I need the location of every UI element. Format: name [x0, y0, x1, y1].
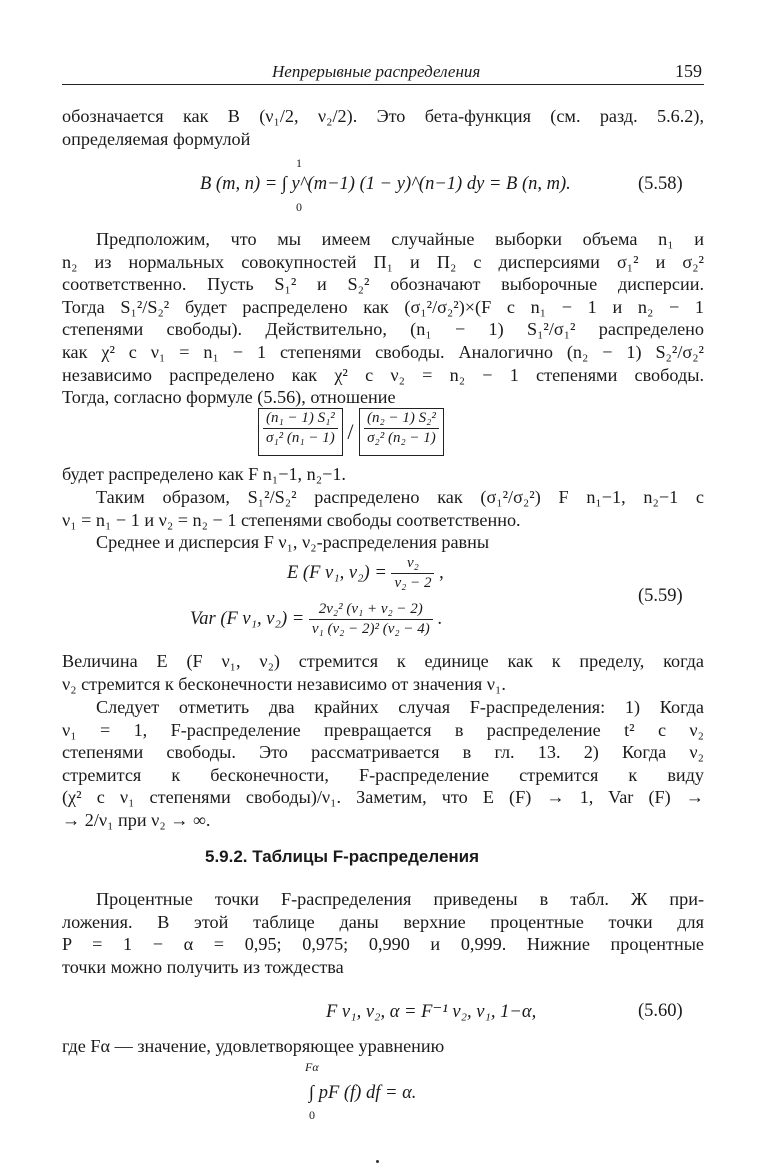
- text-line: n₂ из нормальных совокупностей Π₁ и Π₂ с дисперсиями σ₁² и σ₂²: [62, 251, 704, 272]
- paragraph-distributed: [62, 463, 704, 486]
- denominator: σ₁² (n₁ − 1): [266, 430, 335, 446]
- numerator: (n₂ − 1) S₂²: [364, 409, 439, 429]
- paragraph-intro: [62, 105, 704, 150]
- text-line: Тогда S₁²/S₂² будет распределено как (σ₁²/σ₂²)×(F с n₁ − 1 и n₂ − 1: [62, 296, 704, 317]
- text-line: соответственно. Пусть S₁² и S₂² обозначают выборочные дисперсии.: [62, 274, 704, 295]
- mean-lhs: E (F ν₁, ν₂) =: [287, 562, 387, 583]
- text-line: Следует отметить два крайних случая F-распределения: 1) Когда: [96, 697, 704, 717]
- denominator: ν₂ − 2: [394, 575, 432, 591]
- page-number: 159: [675, 61, 702, 81]
- text-line: Таким образом, S₁²/S₂² распределено как (σ₁²/σ₂²) F n₁−1, n₂−1 с: [96, 487, 704, 507]
- text-line: определяемая формулой: [62, 128, 251, 149]
- paragraph-limit: [62, 650, 704, 695]
- paragraph-mean-variance: [62, 531, 704, 554]
- paragraph-extreme-cases: [62, 696, 704, 832]
- left-bracket-term: [258, 408, 343, 456]
- integral-upper-limit: 1: [296, 156, 302, 170]
- running-header: [62, 58, 704, 85]
- text-line: обозначается как B (ν₁/2, ν₂/2). Это бета-функция (см. разд. 5.6.2),: [62, 106, 704, 126]
- section-heading: 5.9.2. Таблицы F-распределения: [205, 847, 480, 866]
- mean-fraction: [391, 554, 434, 593]
- fraction: [263, 409, 338, 448]
- text-line: ν₂ стремится к бесконечности независимо от значения ν₁.: [62, 673, 506, 694]
- equation-mean: E (F ν₁, ν₂) = $\frac{\text{ν₂}}{\text{ν₂ − 2}}$ ,: [287, 555, 444, 591]
- numerator: 2ν₂² (ν₁ + ν₂ − 2): [309, 600, 433, 620]
- variance-lhs: Var (F ν₁, ν₂) =: [190, 608, 305, 629]
- equation-density-integral: ∫ pF (f) df = α.: [309, 1083, 417, 1103]
- text-line: степенями свободы. Это рассматривается в гл. 13. 2) Когда ν₂: [62, 742, 704, 763]
- numerator: ν₂: [391, 554, 434, 574]
- denominator: σ₂² (n₂ − 1): [367, 430, 436, 446]
- ratio-expression: $\frac{\text{(n₁ − 1) S₁²}}{\text{σ₁² (n₁ − 1)}}$ / $\frac{\text{(n₂ − 1) S₂²}}{\text{σ₂² (n₂ − 1)}}$: [258, 408, 444, 456]
- text-line: Процентные точки F-распределения приведены в табл. Ж при-: [96, 889, 704, 909]
- equation-number-5-59: (5.59): [638, 586, 683, 606]
- text-line: независимо распределено как χ² с ν₂ = n₂ − 1 степенями свободы.: [62, 364, 704, 385]
- paragraph-samples: [62, 228, 704, 409]
- numerator: (n₁ − 1) S₁²: [263, 409, 338, 429]
- integral-upper-limit: Fα: [305, 1060, 319, 1074]
- text-line: где Fα — значение, удовлетворяющее уравнению: [62, 1036, 445, 1056]
- text-line: Тогда, согласно формуле (5.56), отношение: [62, 387, 396, 408]
- text-line: ложения. В этой таблице даны верхние процентные точки для: [62, 911, 704, 932]
- integral-lower-limit: 0: [296, 200, 302, 214]
- paragraph-thus: [62, 486, 704, 531]
- right-bracket-term: [359, 408, 444, 456]
- text-line: Предположим, что мы имеем случайные выборки объема n₁ и: [96, 229, 704, 249]
- denominator: ν₁ (ν₂ − 2)² (ν₂ − 4): [311, 621, 430, 637]
- text-line: (χ² с ν₁ степенями свободы)/ν₁. Заметим, что E (F) → 1, Var (F) →: [62, 787, 704, 808]
- integral-lower-limit: 0: [309, 1108, 315, 1122]
- equation-5-60: F ν₁, ν₂, α = F⁻¹ ν₂, ν₁, 1−α,: [326, 1002, 537, 1022]
- equation-variance: Var (F ν₁, ν₂) = $\frac{\text{2ν₂² (ν₁ + ν₂ − 2)}}{\text{ν₁ (ν₂ − 2)² (ν₂ − 4)}}$ .: [190, 601, 442, 637]
- text-line: Среднее и дисперсия F ν₁, ν₂-распределения равны: [96, 532, 490, 552]
- equation-number-5-58: (5.58): [638, 174, 683, 194]
- equation-number-5-60: (5.60): [638, 1001, 683, 1021]
- text-line: → 2/ν₁ при ν₂ → ∞.: [62, 809, 211, 830]
- text-line: Величина E (F ν₁, ν₂) стремится к единице как к пределу, когда: [62, 651, 704, 671]
- variance-fraction: [309, 600, 433, 639]
- text-line: степенями свободы). Действительно, (n₁ − 1) S₁²/σ₁² распределено: [62, 319, 704, 340]
- text-line: будет распределено как F n₁−1, n₂−1.: [62, 464, 346, 484]
- text-line: точки можно получить из тождества: [62, 956, 344, 977]
- text-line: ν₁ = n₁ − 1 и ν₂ = n₂ − 1 степенями свободы соответственно.: [62, 509, 521, 530]
- text-line: как χ² с ν₁ = n₁ − 1 степенями свободы. Аналогично (n₂ − 1) S₂²/σ₂²: [62, 341, 704, 362]
- text-line: стремится к бесконечности, F-распределение стремится к виду: [62, 764, 704, 785]
- fraction: [364, 409, 439, 448]
- text-line: P = 1 − α = 0,95; 0,975; 0,990 и 0,999. Нижние процентные: [62, 934, 704, 955]
- text-line: ν₁ = 1, F-распределение превращается в распределение t² с ν₂: [62, 719, 704, 740]
- print-speck: [376, 1160, 379, 1163]
- running-title: Непрерывные распределения: [272, 62, 481, 81]
- paragraph-percent-points: [62, 888, 704, 978]
- equation-5-58: B (m, n) = ∫ y^(m−1) (1 − y)^(n−1) dy = B (n, m).: [200, 174, 571, 194]
- paragraph-where: [62, 1035, 704, 1058]
